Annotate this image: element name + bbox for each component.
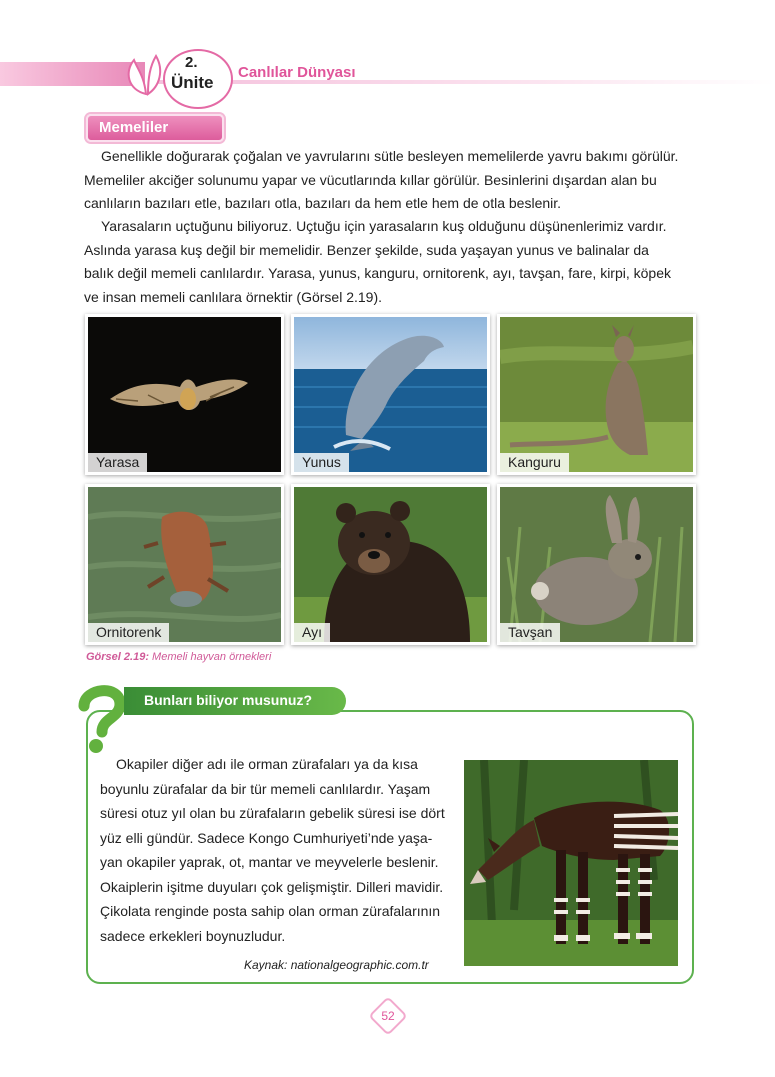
unit-number: 2.	[185, 54, 198, 71]
text-line: Yarasaların uçtuğunu biliyoruz. Uçtuğu için yarasaların kuş olduğunu düşünenlerimiz vardır.	[101, 218, 667, 234]
photo-caption: Yunus	[294, 453, 349, 472]
text-line: yüz elli gündür. Sadece Kongo Cumhuriyeti’nde yaşa-	[100, 829, 433, 846]
figure-text: Memeli hayvan örnekleri	[148, 651, 272, 663]
text-line: Okaiplerin işitme duyuları çok gelişmiştir. Dilleri mavidir.	[100, 878, 444, 895]
text-line: süresi otuz yıl olan bu zürafaların gebelik süresi ise dört	[100, 805, 445, 821]
photo-caption: Ornitorenk	[88, 623, 169, 642]
okapi-image	[464, 760, 678, 966]
text-line: sadece erkekleri boynuzludur.	[100, 927, 286, 944]
bear-photo	[291, 484, 490, 645]
page-number: 52	[381, 1009, 395, 1023]
figure-label: Görsel 2.19:	[86, 651, 149, 663]
kangaroo-image	[500, 317, 693, 472]
text-line: Aslında yarasa kuş değil bir memelidir. Benzer şekilde, suda yaşayan yunus ve balinalar da	[84, 241, 649, 258]
unit-word: Ünite	[171, 73, 214, 92]
figure-caption	[86, 651, 271, 663]
photo-caption: Ayı	[294, 623, 330, 642]
text-line: canlıların bazıları etle, bazıları otla, bazıları da hem etle hem de otla beslenir.	[84, 195, 562, 211]
dolphin-photo	[291, 314, 490, 475]
text-line: Genellikle doğurarak çoğalan ve yavrularını sütle besleyen memelilerde yavru bakımı görülür.	[101, 148, 679, 164]
bear-image	[294, 487, 487, 642]
platypus-image	[88, 487, 281, 642]
text-line: Memeliler akciğer solunumu yapar ve vücutlarında kıllar görülür. Besinlerini dışardan alan bu	[84, 171, 657, 188]
rabbit-image	[500, 487, 693, 642]
source-citation: Kaynak: nationalgeographic.com.tr	[244, 958, 429, 972]
text-line: balık değil memeli canlılardır. Yarasa, yunus, kanguru, ornitorenk, ayı, tavşan, fare, kirpi, köpek	[84, 265, 671, 281]
photo-caption: Kanguru	[500, 453, 569, 472]
photo-caption: Yarasa	[88, 453, 147, 472]
photo-caption: Tavşan	[500, 623, 560, 642]
kangaroo-photo	[497, 314, 696, 475]
unit-title: Canlılar Dünyası	[238, 64, 356, 81]
platypus-photo	[85, 484, 284, 645]
text-line: Okapiler diğer adı ile orman zürafaları ya da kısa	[116, 756, 418, 772]
okapi-photo	[464, 760, 678, 966]
paragraph-2	[84, 215, 690, 309]
text-line: ve insan memeli canlılara örnektir (Görsel 2.19).	[84, 288, 383, 305]
text-line: boyunlu zürafalar da bir tür memeli canlılardır. Yaşam	[100, 780, 431, 797]
paragraph-1	[84, 145, 690, 216]
info-tab	[124, 687, 346, 715]
info-title: Bunları biliyor musunuz?	[144, 692, 313, 708]
bat-photo	[85, 314, 284, 475]
bat-image	[88, 317, 281, 472]
text-line: Çikolata renginde posta sahip olan orman zürafalarının	[100, 903, 441, 919]
section-title: Memeliler	[99, 119, 169, 136]
info-text	[100, 752, 450, 948]
section-tag	[86, 114, 224, 142]
rabbit-photo	[497, 484, 696, 645]
text-line: yan okapiler yaprak, ot, mantar ve meyvelerle beslenir.	[100, 854, 439, 870]
dolphin-image	[294, 317, 487, 472]
question-mark-icon	[76, 682, 128, 754]
